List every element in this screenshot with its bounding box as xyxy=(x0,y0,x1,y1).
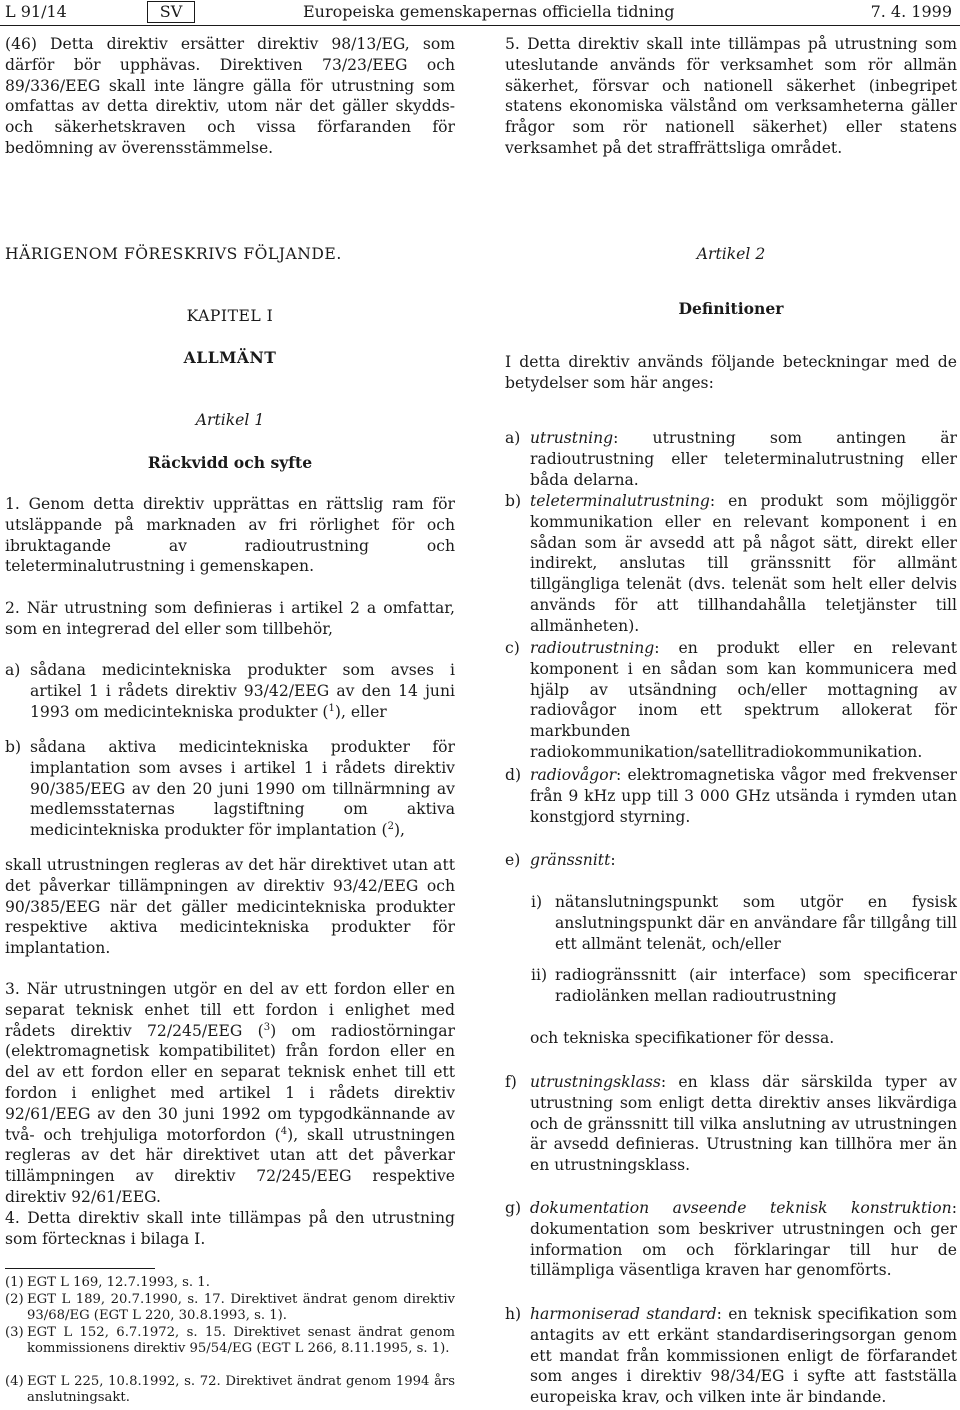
article-1-paragraph-2-tail: skall utrustningen regleras av det här direktivet utan att det påverkar tillämpningen av direktiv 93/42/EEG och 90/385/EEG när det gäller medicintekniska produkter respektive aktiva medicintekniska produkter för implantation. xyxy=(5,856,455,958)
recital-46: (46) Detta direktiv ersätter direktiv 98/13/EG, som därför bör upphävas. Direktiven 73/23/EEG och 89/336/EEG skall inte längre gälla för utrustning som omfattas av detta direktiv, utom när det gäller skydds- och säkerhetskraven och vissa förfaranden för bedömning av överensstämmelse. xyxy=(5,35,455,157)
footnote-1: (1) EGT L 169, 12.7.1993, s. 1. xyxy=(5,1275,210,1290)
footnote-4: (4) EGT L 225, 10.8.1992, s. 72. Direktivet ändrat genom 1994 års anslutningsakt. xyxy=(5,1374,455,1405)
definition-f: f) utrustningsklass: en klass där särskilda typer av utrustning som enligt detta direktiv anses likvärdiga och de gränssnitt till vilka anslutning av utrustningen är avsedd definieras. Utrustning kan tillhöra mer än en utrustningsklass. xyxy=(505,1073,957,1175)
definition-e-tail: och tekniska specifikationer för dessa. xyxy=(530,1029,835,1047)
article-2-title: Definitioner xyxy=(678,299,784,318)
list-item-a xyxy=(5,660,455,722)
definition-e-sub-i: i) nätanslutningspunkt som utgör en fysisk anslutningspunkt där en användare får tillgång till ett allmänt telenät, och/eller xyxy=(531,893,957,953)
journal-title: Europeiska gemenskapernas officiella tidning xyxy=(303,2,675,21)
list-label: a) xyxy=(5,661,21,679)
definition-c: c) radioutrustning: en produkt eller en relevant komponent i en sådan som kan kommunicera med hjälp av utsändning och/eller mottagning av radiovågor inom ett spektrum allokerat för markbunden radiokommunikation/satellitradiokommunikation. xyxy=(505,639,957,761)
definition-b: b) teleterminalutrustning: en produkt som möjliggör kommunikation eller en relevant komponent i en sådan som är avsedd att på något sätt, direkt eller indirekt, anslutas till gränssnitt för allmänt tillgängliga telenät (dvs. telenät som helt eller delvis används för att tillhandahålla teletjänster till allmänheten). xyxy=(505,492,957,635)
running-header xyxy=(0,0,960,24)
defined-term: teleterminalutrustning xyxy=(530,492,710,510)
issue-date: 7. 4. 1999 xyxy=(870,2,952,21)
article-1-paragraph-1: 1. Genom detta direktiv upprättas en rättslig ram för utsläppande på marknaden av fri rörlighet för och ibruktagande av radioutrustning och teleterminalutrustning i gemenskapen. xyxy=(5,495,455,576)
footnote-rule xyxy=(5,1268,155,1269)
article-1-paragraph-5: 5. Detta direktiv skall inte tillämpas på utrustning som uteslutande används för verksamhet som rör allmän säkerhet, försvar och nationell säkerhet (inbegripet statens ekonomiska välstånd om verksamheterna gäller frågor som rör nationell säkerhet) eller statens verksamhet på det straffrättsliga området. xyxy=(505,35,957,157)
chapter-title: ALLMÄNT xyxy=(183,348,277,367)
footnote-ref: 2 xyxy=(387,821,394,832)
definition-e-sub-ii: ii) radiogränssnitt (air interface) som specificerar radiolänken mellan radioutrustning xyxy=(531,966,957,1005)
defined-term: radiovågor xyxy=(530,766,617,784)
footnote-ref: 4 xyxy=(280,1125,288,1137)
definition-h: h) harmoniserad standard: en teknisk specifikation som antagits av ett erkänt standardiseringsorgan genom ett mandat från kommissionen enligt de förfarandet som anges i direktiv 98/34/EG i syfte att fastställa europeiska krav, och vilken inte är bindande. xyxy=(505,1305,957,1407)
footnote-ref: 1 xyxy=(328,702,335,714)
page-number: L 91/14 xyxy=(5,2,67,21)
defined-term: radioutrustning xyxy=(530,639,655,657)
defined-term: harmoniserad standard xyxy=(530,1305,717,1323)
language-badge: SV xyxy=(147,1,195,23)
definition-e: e) gränssnitt: xyxy=(505,851,616,869)
article-1-paragraph-2: 2. När utrustning som definieras i artikel 2 a omfattar, som en integrerad del eller som tillbehör, xyxy=(5,599,455,638)
header-rule xyxy=(0,25,960,26)
definition-g: g) dokumentation avseende teknisk konstruktion: dokumentation som beskriver utrustningen och ger information om och förklaringar till hur de tillämpliga väsentliga kraven har genomförts. xyxy=(505,1199,957,1280)
footnote-ref: 3 xyxy=(263,1021,271,1033)
defined-term: utrustning xyxy=(530,429,614,447)
defined-term: dokumentation avseende teknisk konstruktion xyxy=(530,1199,952,1217)
article-1-heading: Artikel 1 xyxy=(195,411,265,429)
article-2-heading: Artikel 2 xyxy=(696,245,766,263)
list-text: sådana medicintekniska produkter som avses i artikel 1 i rådets direktiv 93/42/EEG av den 14 juni 1993 om medicintekniska produkter ($^1$), eller xyxy=(30,661,455,721)
defined-term: gränssnitt xyxy=(530,851,611,869)
definition-a: a) utrustning: utrustning som antingen är radioutrustning eller teleterminalutrustning eller båda delarna. xyxy=(505,429,957,489)
enacting-formula: HÄRIGENOM FÖRESKRIVS FÖLJANDE. xyxy=(5,245,342,263)
article-1-paragraph-3: 3. När utrustningen utgör en del av ett fordon eller en separat teknisk enhet till ett fordon i enlighet med rådets direktiv 72/245/EEG ($^3$) om radiostörningar (elektromagnetisk kompatibilitet) från fordon eller en del av ett fordon eller en separat teknisk enhet till ett fordon i enlighet med artikel 1 i rådets direktiv 92/61/EEG av den 30 juni 1992 om typgodkännande av två- och trehjuliga motorfordon ($^4$), skall utrustningen regleras av det här direktivet utan att det påverkar tillämpningen av direktiv 72/245/EEG respektive direktiv 92/61/EEG. xyxy=(5,980,456,1206)
chapter-number: KAPITEL I xyxy=(186,307,274,325)
list-text: sådana aktiva medicintekniska produkter för implantation som avses i artikel 1 i rådets direktiv 90/385/EEG av den 20 juni 1990 om tillnärmning av medlemsstaternas lagstiftning om aktiva medicintekniska produkter för implantation ($^2$), xyxy=(30,738,455,840)
footnote-3: (3) EGT L 152, 6.7.1972, s. 15. Direktivet senast ändrat genom kommissionens direktiv 95/54/EG (EGT L 266, 8.11.1995, s. 1). xyxy=(5,1325,455,1356)
list-label: b) xyxy=(5,738,22,756)
defined-term: utrustningsklass xyxy=(530,1073,661,1091)
article-1-title: Räckvidd och syfte xyxy=(147,453,313,472)
article-2-intro: I detta direktiv används följande beteckningar med de betydelser som här anges: xyxy=(505,353,957,392)
list-item-b xyxy=(5,737,455,841)
footnote-2: (2) EGT L 189, 20.7.1990, s. 17. Direktivet ändrat genom direktiv 93/68/EG (EGT L 220, 30.8.1993, s. 1). xyxy=(5,1292,455,1323)
article-1-paragraph-4: 4. Detta direktiv skall inte tillämpas på den utrustning som förtecknas i bilaga I. xyxy=(5,1209,455,1248)
definition-d: d) radiovågor: elektromagnetiska vågor med frekvenser från 9 kHz upp till 3 000 GHz utsända i rymden utan konstgjord styrning. xyxy=(505,766,957,826)
